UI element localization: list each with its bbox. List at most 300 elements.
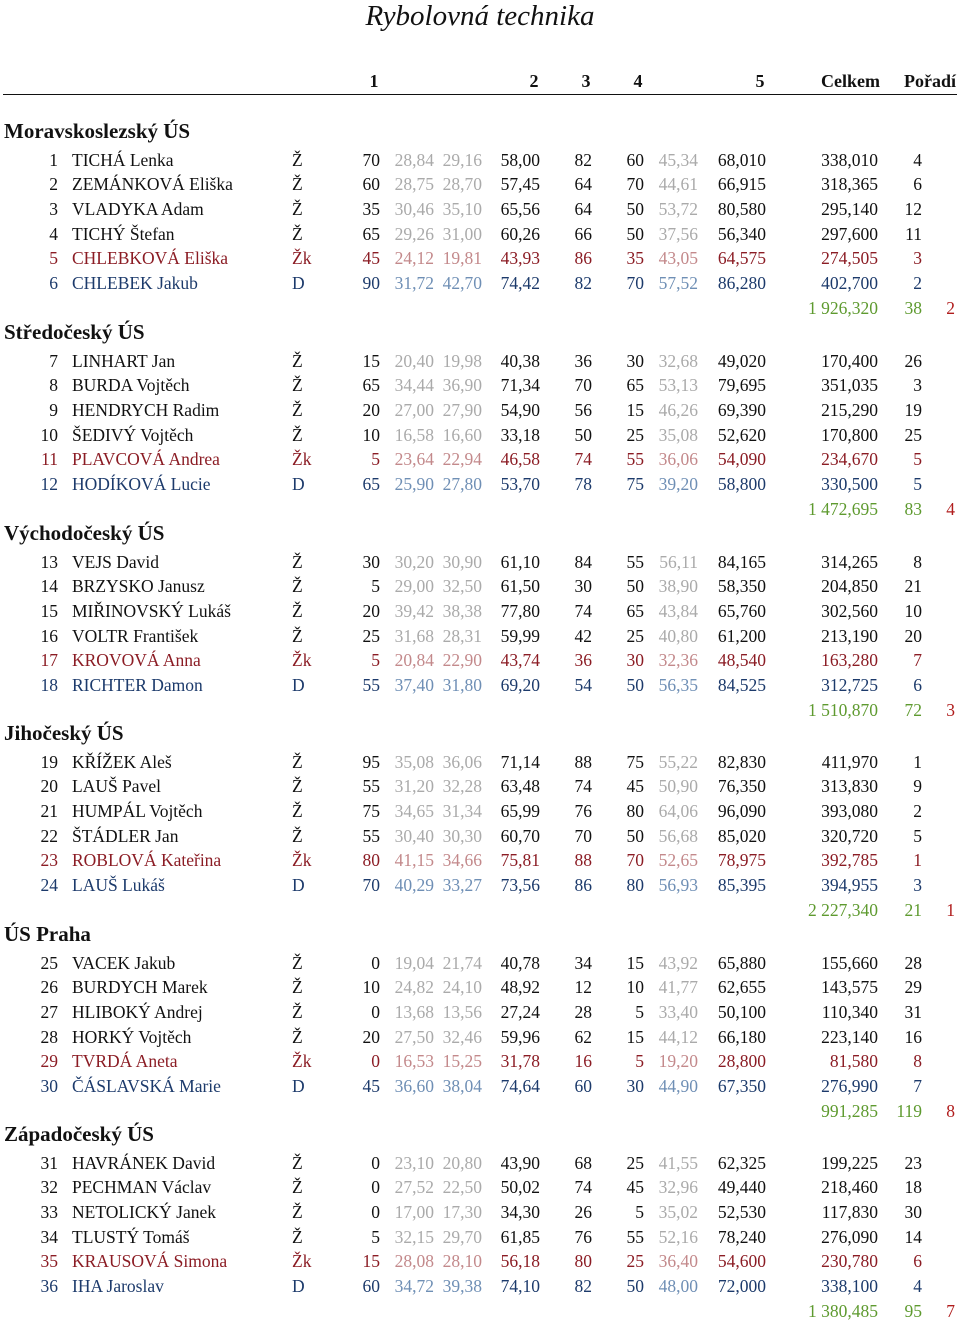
- round-3-score: 76: [574, 1226, 592, 1247]
- category: Ž: [292, 198, 303, 219]
- split-a: 20,40: [394, 350, 434, 371]
- individual-rank: 3: [913, 375, 922, 396]
- split-b: 31,34: [442, 800, 482, 821]
- table-row: [0, 648, 960, 672]
- round-5-score: 64,575: [717, 248, 766, 269]
- competitor-name: CHLEBKOVÁ Eliška: [72, 248, 229, 269]
- category: D: [292, 875, 305, 895]
- round-3-score: 86: [574, 248, 592, 269]
- table-row: [0, 373, 960, 397]
- table-row: [0, 222, 960, 246]
- competitor-name: KRAUSOVÁ Simona: [72, 1251, 228, 1272]
- start-number: 1: [49, 149, 58, 170]
- round-4-score: 5: [635, 1201, 644, 1222]
- round-4-score: 75: [626, 751, 644, 772]
- round-3-score: 30: [574, 576, 592, 597]
- start-number: 34: [40, 1226, 58, 1247]
- individual-rank: 19: [904, 399, 922, 420]
- split-b: 24,10: [442, 977, 482, 998]
- start-number: 14: [40, 576, 58, 597]
- round-3-score: 78: [574, 474, 592, 494]
- team-rank: 7: [946, 1300, 955, 1321]
- round-2-score: 61,10: [500, 551, 540, 572]
- competitor-name: HAVRÁNEK David: [72, 1152, 216, 1173]
- split-a: 16,58: [394, 424, 434, 445]
- competitor-name: LAUŠ Lukáš: [72, 875, 165, 895]
- round-3-score: 74: [574, 600, 592, 621]
- round-3-score: 86: [574, 875, 592, 895]
- competitor-name: PECHMAN Václav: [72, 1177, 212, 1198]
- round-1-score: 45: [362, 1076, 380, 1096]
- split-c: 64,06: [658, 800, 698, 821]
- total-score: 117,830: [821, 1201, 878, 1222]
- team-rank: 4: [946, 498, 955, 519]
- table-row: [0, 246, 960, 270]
- round-3-score: 42: [574, 625, 592, 646]
- team-rank: 8: [946, 1100, 955, 1121]
- team-total-points: 21: [904, 899, 922, 920]
- round-4-score: 45: [626, 1177, 644, 1198]
- start-number: 28: [40, 1026, 58, 1047]
- total-score: 199,225: [821, 1152, 878, 1173]
- split-c: 32,68: [658, 350, 698, 371]
- round-2-score: 53,70: [500, 474, 540, 494]
- split-a: 29,26: [394, 223, 434, 244]
- round-5-score: 84,165: [717, 551, 766, 572]
- total-score: 234,670: [821, 449, 878, 470]
- split-c: 37,56: [658, 223, 698, 244]
- team-name: Středočeský ÚS: [4, 320, 145, 344]
- individual-rank: 5: [913, 474, 922, 494]
- split-a: 31,72: [394, 273, 434, 293]
- team-total-row: [0, 698, 960, 722]
- round-2-score: 50,02: [500, 1177, 540, 1198]
- individual-rank: 1: [913, 751, 922, 772]
- total-score: 402,700: [821, 273, 878, 293]
- individual-rank: 1: [913, 850, 922, 871]
- round-4-score: 25: [626, 1152, 644, 1173]
- competitor-name: LAUŠ Pavel: [72, 776, 161, 797]
- split-b: 31,00: [442, 223, 482, 244]
- round-1-score: 15: [362, 1251, 380, 1272]
- start-number: 6: [49, 273, 58, 293]
- competitor-name: VLADYKA Adam: [72, 198, 204, 219]
- round-5-score: 69,390: [717, 399, 766, 420]
- team-rank: 3: [946, 699, 955, 720]
- round-2-score: 77,80: [500, 600, 540, 621]
- split-c: 44,12: [658, 1026, 698, 1047]
- round-4-score: 30: [626, 1076, 644, 1096]
- round-5-score: 82,830: [717, 751, 766, 772]
- round-1-score: 35: [362, 198, 380, 219]
- round-4-score: 45: [626, 776, 644, 797]
- total-score: 393,080: [821, 800, 878, 821]
- round-1-score: 10: [362, 977, 380, 998]
- split-a: 30,46: [394, 198, 434, 219]
- round-2-score: 74,64: [500, 1076, 540, 1096]
- team-total-score: 1 510,870: [808, 699, 878, 720]
- category: Ž: [292, 1152, 303, 1173]
- split-c: 52,16: [658, 1226, 698, 1247]
- split-c: 43,84: [658, 600, 698, 621]
- split-c: 43,05: [658, 248, 698, 269]
- round-2-score: 65,99: [500, 800, 540, 821]
- round-5-score: 80,580: [717, 198, 766, 219]
- round-1-score: 0: [371, 952, 380, 973]
- competitor-name: RICHTER Damon: [72, 675, 203, 695]
- split-b: 39,38: [442, 1276, 482, 1296]
- round-1-score: 55: [362, 675, 380, 695]
- round-5-score: 50,100: [717, 1001, 766, 1022]
- round-1-score: 5: [371, 650, 380, 671]
- split-c: 36,40: [658, 1251, 698, 1272]
- split-c: 56,35: [658, 675, 698, 695]
- round-1-score: 0: [371, 1152, 380, 1173]
- team-total-row: [0, 1099, 960, 1123]
- header-total: Celkem: [821, 71, 880, 91]
- team-total-score: 1 472,695: [808, 498, 878, 519]
- team-total-row: [0, 1299, 960, 1323]
- split-b: 42,70: [442, 273, 482, 293]
- round-5-score: 67,350: [717, 1076, 766, 1096]
- individual-rank: 4: [913, 1276, 922, 1296]
- round-1-score: 25: [362, 625, 380, 646]
- start-number: 4: [49, 223, 58, 244]
- split-a: 37,40: [394, 675, 434, 695]
- round-5-score: 68,010: [717, 149, 766, 170]
- split-a: 32,15: [394, 1226, 434, 1247]
- round-4-score: 15: [626, 399, 644, 420]
- table-row: [0, 873, 960, 897]
- split-a: 30,40: [394, 825, 434, 846]
- split-b: 21,74: [442, 952, 482, 973]
- competitor-name: VOLTR František: [72, 625, 199, 646]
- table-row: [0, 1025, 960, 1049]
- round-2-score: 60,70: [500, 825, 540, 846]
- round-2-score: 69,20: [500, 675, 540, 695]
- total-score: 170,800: [821, 424, 878, 445]
- round-5-score: 72,000: [717, 1276, 766, 1296]
- round-3-score: 82: [574, 1276, 592, 1296]
- competitor-name: BURDA Vojtěch: [72, 375, 190, 396]
- total-score: 312,725: [821, 675, 878, 695]
- start-number: 2: [49, 174, 58, 195]
- table-row: [0, 799, 960, 823]
- split-c: 57,52: [658, 273, 698, 293]
- team-total-row: [0, 296, 960, 320]
- split-c: 41,55: [658, 1152, 698, 1173]
- individual-rank: 10: [904, 600, 922, 621]
- split-b: 35,10: [442, 198, 482, 219]
- total-score: 204,850: [821, 576, 878, 597]
- start-number: 8: [49, 375, 58, 396]
- round-1-score: 0: [371, 1201, 380, 1222]
- round-3-score: 74: [574, 449, 592, 470]
- round-3-score: 64: [574, 198, 592, 219]
- round-2-score: 56,18: [500, 1251, 540, 1272]
- competitor-name: VACEK Jakub: [72, 952, 176, 973]
- team-name: Východočeský ÚS: [4, 521, 165, 545]
- category: Ž: [292, 424, 303, 445]
- round-5-score: 54,090: [717, 449, 766, 470]
- total-score: 143,575: [821, 977, 878, 998]
- round-3-score: 66: [574, 223, 592, 244]
- competitor-name: KROVOVÁ Anna: [72, 650, 201, 671]
- start-number: 22: [40, 825, 58, 846]
- header-round-3: 3: [581, 71, 591, 91]
- table-row: [0, 574, 960, 598]
- round-4-score: 50: [626, 198, 644, 219]
- total-score: 392,785: [821, 850, 878, 871]
- table-row: [0, 1000, 960, 1024]
- team-name: Jihočeský ÚS: [4, 721, 124, 745]
- total-score: 170,400: [821, 350, 878, 371]
- round-3-score: 80: [574, 1251, 592, 1272]
- split-b: 27,80: [442, 474, 482, 494]
- round-2-score: 73,56: [500, 875, 540, 895]
- split-b: 38,38: [442, 600, 482, 621]
- round-3-score: 88: [574, 850, 592, 871]
- round-2-score: 58,00: [500, 149, 540, 170]
- total-score: 318,365: [821, 174, 878, 195]
- total-score: 320,720: [821, 825, 878, 846]
- start-number: 16: [40, 625, 58, 646]
- round-1-score: 45: [362, 248, 380, 269]
- total-score: 213,190: [821, 625, 878, 646]
- round-2-score: 74,10: [500, 1276, 540, 1296]
- split-b: 19,81: [442, 248, 482, 269]
- split-a: 36,60: [394, 1076, 434, 1096]
- round-5-score: 66,180: [717, 1026, 766, 1047]
- round-2-score: 46,58: [500, 449, 540, 470]
- round-5-score: 78,240: [717, 1226, 766, 1247]
- round-1-score: 10: [362, 424, 380, 445]
- round-5-score: 85,020: [717, 825, 766, 846]
- round-2-score: 40,78: [500, 952, 540, 973]
- split-a: 39,42: [394, 600, 434, 621]
- round-1-score: 0: [371, 1051, 380, 1072]
- round-4-score: 70: [626, 850, 644, 871]
- round-1-score: 20: [362, 600, 380, 621]
- table-row: [0, 1200, 960, 1224]
- round-1-score: 70: [362, 149, 380, 170]
- round-2-score: 59,99: [500, 625, 540, 646]
- competitor-name: HORKÝ Vojtěch: [72, 1026, 192, 1047]
- category: Ž: [292, 399, 303, 420]
- split-b: 34,66: [442, 850, 482, 871]
- individual-rank: 2: [913, 273, 922, 293]
- split-c: 35,08: [658, 424, 698, 445]
- total-score: 330,500: [821, 474, 878, 494]
- split-a: 31,20: [394, 776, 434, 797]
- start-number: 32: [40, 1177, 58, 1198]
- total-score: 218,460: [821, 1177, 878, 1198]
- split-a: 24,82: [394, 977, 434, 998]
- category: Ž: [292, 825, 303, 846]
- start-number: 15: [40, 600, 58, 621]
- individual-rank: 16: [904, 1026, 922, 1047]
- competitor-name: KŘÍŽEK Aleš: [72, 751, 172, 772]
- round-2-score: 61,85: [500, 1226, 540, 1247]
- category: Žk: [292, 850, 312, 871]
- round-3-score: 36: [574, 650, 592, 671]
- competitor-name: TICHÝ Štefan: [72, 223, 175, 244]
- team-total-score: 2 227,340: [808, 899, 878, 920]
- split-c: 46,26: [658, 399, 698, 420]
- competitor-name: HODÍKOVÁ Lucie: [72, 474, 211, 494]
- split-c: 38,90: [658, 576, 698, 597]
- individual-rank: 26: [904, 350, 922, 371]
- round-5-score: 49,020: [717, 350, 766, 371]
- round-2-score: 54,90: [500, 399, 540, 420]
- round-4-score: 25: [626, 1251, 644, 1272]
- individual-rank: 7: [913, 650, 922, 671]
- category: Ž: [292, 751, 303, 772]
- round-2-score: 60,26: [500, 223, 540, 244]
- total-score: 411,970: [821, 751, 878, 772]
- individual-rank: 2: [913, 800, 922, 821]
- category: D: [292, 273, 305, 293]
- category: Ž: [292, 174, 303, 195]
- round-5-score: 61,200: [717, 625, 766, 646]
- table-row: [0, 975, 960, 999]
- split-c: 44,61: [658, 174, 698, 195]
- competitor-name: TLUSTÝ Tomáš: [72, 1226, 190, 1247]
- split-c: 56,93: [658, 875, 698, 895]
- table-row: [0, 271, 960, 295]
- round-2-score: 71,14: [500, 751, 540, 772]
- category: Ž: [292, 149, 303, 170]
- round-5-score: 62,325: [717, 1152, 766, 1173]
- split-c: 48,00: [658, 1276, 698, 1296]
- round-5-score: 84,525: [717, 675, 766, 695]
- split-b: 36,90: [442, 375, 482, 396]
- split-a: 20,84: [394, 650, 434, 671]
- start-number: 19: [40, 751, 58, 772]
- category: Ž: [292, 1026, 303, 1047]
- team-rank: 1: [946, 899, 955, 920]
- competitor-name: BURDYCH Marek: [72, 977, 208, 998]
- individual-rank: 28: [904, 952, 922, 973]
- table-row: [0, 172, 960, 196]
- round-4-score: 75: [626, 474, 644, 494]
- round-2-score: 40,38: [500, 350, 540, 371]
- split-a: 13,68: [394, 1001, 434, 1022]
- competitor-name: BRZYSKO Janusz: [72, 576, 205, 597]
- round-4-score: 80: [626, 800, 644, 821]
- round-5-score: 66,915: [717, 174, 766, 195]
- individual-rank: 23: [904, 1152, 922, 1173]
- split-b: 20,80: [442, 1152, 482, 1173]
- split-a: 28,84: [394, 149, 434, 170]
- category: Ž: [292, 1177, 303, 1198]
- split-a: 28,08: [394, 1251, 434, 1272]
- total-score: 338,100: [821, 1276, 878, 1296]
- split-b: 36,06: [442, 751, 482, 772]
- start-number: 20: [40, 776, 58, 797]
- header-round-2: 2: [529, 71, 539, 91]
- round-2-score: 61,50: [500, 576, 540, 597]
- split-b: 28,10: [442, 1251, 482, 1272]
- total-score: 215,290: [821, 399, 878, 420]
- round-5-score: 65,880: [717, 952, 766, 973]
- round-5-score: 52,530: [717, 1201, 766, 1222]
- split-a: 27,52: [394, 1177, 434, 1198]
- category: D: [292, 1076, 305, 1096]
- round-3-score: 76: [574, 800, 592, 821]
- round-4-score: 15: [626, 952, 644, 973]
- round-5-score: 28,800: [717, 1051, 766, 1072]
- round-1-score: 60: [362, 174, 380, 195]
- page-title: Rybolovná technika: [365, 0, 595, 32]
- split-c: 56,11: [659, 551, 698, 572]
- split-c: 55,22: [658, 751, 698, 772]
- round-4-score: 30: [626, 650, 644, 671]
- individual-rank: 25: [904, 424, 922, 445]
- total-score: 302,560: [821, 600, 878, 621]
- category: Ž: [292, 551, 303, 572]
- category: Ž: [292, 800, 303, 821]
- split-b: 31,80: [442, 675, 482, 695]
- team-total-points: 38: [904, 297, 922, 318]
- round-3-score: 70: [574, 825, 592, 846]
- split-a: 40,29: [394, 875, 434, 895]
- round-5-score: 78,975: [717, 850, 766, 871]
- round-2-score: 34,30: [500, 1201, 540, 1222]
- round-1-score: 0: [371, 1177, 380, 1198]
- round-2-score: 43,74: [500, 650, 540, 671]
- category: Ž: [292, 600, 303, 621]
- round-3-score: 36: [574, 350, 592, 371]
- competitor-name: TVRDÁ Aneta: [72, 1051, 178, 1072]
- category: Žk: [292, 248, 312, 269]
- split-a: 16,53: [394, 1051, 434, 1072]
- round-4-score: 50: [626, 223, 644, 244]
- split-a: 28,75: [394, 174, 434, 195]
- split-b: 13,56: [442, 1001, 482, 1022]
- round-1-score: 90: [362, 273, 380, 293]
- individual-rank: 12: [904, 198, 922, 219]
- split-b: 27,90: [442, 399, 482, 420]
- header-round-1: 1: [369, 71, 379, 91]
- total-score: 297,600: [821, 223, 878, 244]
- individual-rank: 30: [904, 1201, 922, 1222]
- split-c: 41,77: [658, 977, 698, 998]
- team-total-score: 1 926,320: [808, 297, 878, 318]
- round-3-score: 12: [574, 977, 592, 998]
- round-3-score: 16: [574, 1051, 592, 1072]
- split-c: 52,65: [658, 850, 698, 871]
- round-4-score: 30: [626, 350, 644, 371]
- round-1-score: 60: [362, 1276, 380, 1296]
- split-a: 27,00: [394, 399, 434, 420]
- round-3-score: 70: [574, 375, 592, 396]
- round-4-score: 80: [626, 875, 644, 895]
- split-a: 35,08: [394, 751, 434, 772]
- table-row: [0, 848, 960, 872]
- round-3-score: 82: [574, 149, 592, 170]
- split-b: 28,31: [442, 625, 482, 646]
- split-b: 33,27: [442, 875, 482, 895]
- round-1-score: 20: [362, 1026, 380, 1047]
- category: Ž: [292, 350, 303, 371]
- team-total-points: 95: [904, 1300, 922, 1321]
- round-4-score: 55: [626, 551, 644, 572]
- table-row: [0, 774, 960, 798]
- start-number: 9: [49, 399, 58, 420]
- start-number: 3: [49, 198, 58, 219]
- round-2-score: 71,34: [500, 375, 540, 396]
